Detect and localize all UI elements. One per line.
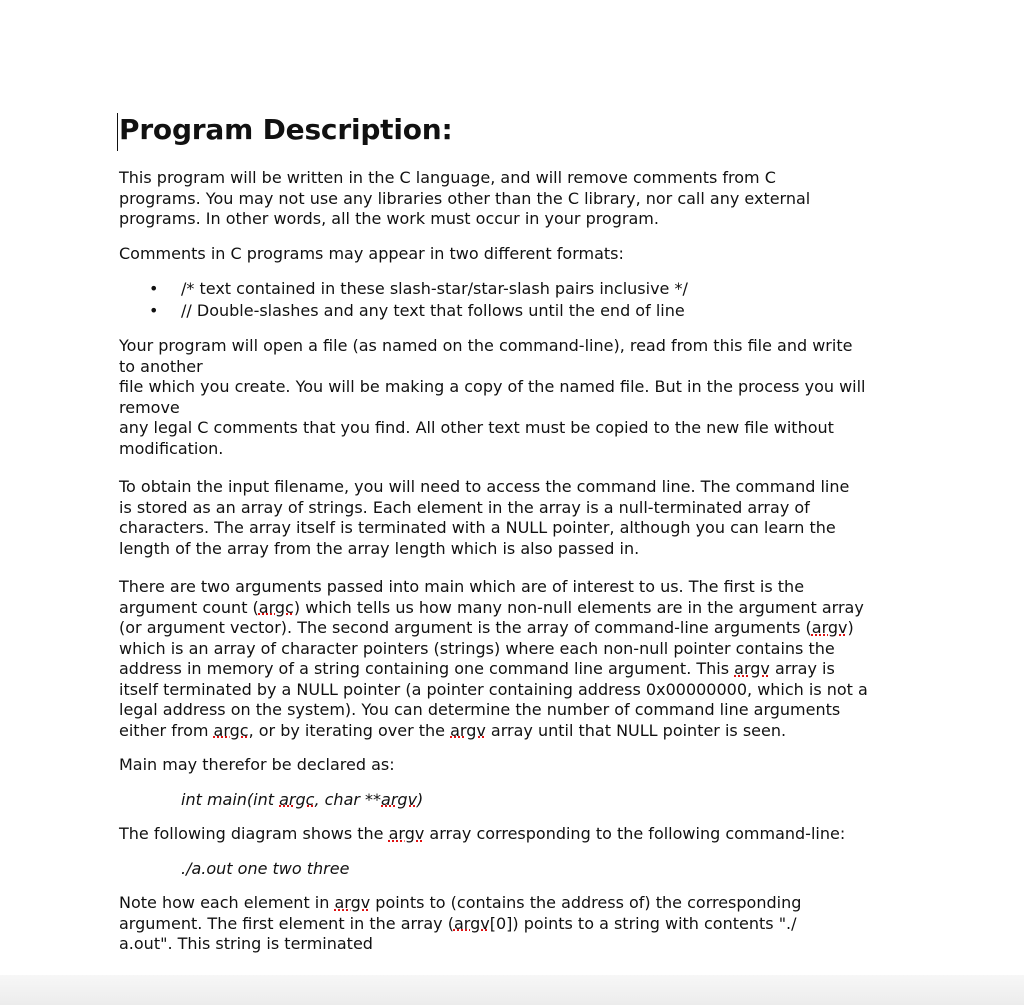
list-item: [119, 300, 919, 322]
text-line: programs. In other words, all the work must occur in your program.: [119, 209, 659, 228]
spellcheck-word[interactable]: argv: [388, 824, 425, 843]
text-line: characters. The array itself is terminated with a NULL pointer, although you can learn the: [119, 518, 836, 537]
list-item-text: /* text contained in these slash-star/star-slash pairs inclusive */: [181, 279, 688, 298]
spellcheck-word[interactable]: argc: [279, 789, 315, 809]
text-span: ) which tells us how many non-null elements are in the argument array: [293, 597, 864, 617]
text-line: legal address on the system). You can determine the number of command line arguments: [119, 700, 841, 719]
text-line: itself terminated by a NULL pointer (a pointer containing address 0x00000000, which is not a: [119, 679, 868, 699]
text-line: is stored as an array of strings. Each element in the array is a null-terminated array of: [119, 497, 810, 517]
text-cursor: [117, 113, 118, 151]
bullet-icon: •: [149, 279, 159, 298]
text-span: [0]) points to a string with contents "./: [489, 913, 797, 933]
command-line-example: ./a.out one two three: [181, 858, 350, 878]
text-line: [119, 893, 919, 914]
spellcheck-word[interactable]: argv: [811, 618, 848, 637]
spellcheck-word[interactable]: argv: [381, 789, 418, 809]
spellcheck-word[interactable]: argv: [334, 893, 371, 912]
spellcheck-word[interactable]: argv: [453, 913, 490, 933]
formats-paragraph: Comments in C programs may appear in two different formats:: [119, 243, 624, 263]
text-span: (or argument vector). The second argument is the array of command-line arguments (: [119, 618, 812, 637]
document-page: [119, 110, 919, 955]
text-span: , char **: [314, 789, 382, 809]
text-line: This program will be written in the C language, and will remove comments from C: [119, 168, 776, 187]
page-title: Program Description:: [119, 113, 453, 146]
text-line: a.out". This string is terminated: [119, 934, 373, 953]
list-item: [119, 278, 919, 300]
text-span: Note how each element in: [119, 893, 335, 912]
command-line-paragraph: [119, 477, 919, 559]
text-line: remove: [119, 397, 180, 417]
spellcheck-word[interactable]: argv: [450, 720, 486, 740]
text-line: modification.: [119, 438, 224, 458]
text-line: [119, 914, 919, 935]
text-span: ): [417, 789, 424, 809]
text-span: array corresponding to the following command-line:: [424, 824, 846, 843]
text-span: int main(int: [181, 789, 280, 809]
text-line: [119, 659, 919, 680]
window-bottom-bar: [0, 975, 1024, 1005]
text-line: any legal C comments that you find. All other text must be copied to the new file without: [119, 418, 834, 437]
text-span: array is: [769, 659, 835, 678]
file-copy-paragraph: [119, 336, 919, 459]
text-line: [119, 598, 919, 619]
text-span: address in memory of a string containing one command line argument. This: [119, 659, 735, 678]
intro-paragraph: [119, 168, 919, 230]
text-line: [119, 721, 919, 742]
text-line: To obtain the input filename, you will need to access the command line. The command line: [119, 477, 850, 496]
text-line: [119, 618, 919, 639]
text-span: ): [847, 618, 854, 637]
text-line: programs. You may not use any libraries other than the C library, nor call any external: [119, 188, 811, 208]
text-span: argument. The first element in the array (: [119, 913, 454, 933]
text-line: There are two arguments passed into main which are of interest to us. The first is the: [119, 577, 805, 596]
text-span: either from: [119, 720, 214, 740]
text-line: to another: [119, 356, 203, 376]
text-line: which is an array of character pointers (strings) where each non-null pointer contains the: [119, 638, 835, 658]
bullet-icon: •: [149, 301, 159, 320]
text-span: points to (contains the address of) the corresponding: [370, 893, 802, 912]
comment-formats-list: [119, 278, 919, 322]
text-span: The following diagram shows the: [119, 824, 389, 843]
spellcheck-word[interactable]: argc: [213, 720, 249, 740]
spellcheck-word[interactable]: argv: [734, 659, 770, 678]
main-signature-code: [119, 790, 919, 811]
main-declaration-intro: Main may therefor be declared as:: [119, 755, 395, 774]
text-span: array until that NULL pointer is seen.: [485, 720, 787, 740]
text-line: Your program will open a file (as named on the command-line), read from this file and write: [119, 336, 853, 355]
arguments-paragraph: [119, 577, 919, 741]
text-line: file which you create. You will be making a copy of the named file. But in the process you will: [119, 377, 866, 396]
text-line: length of the array from the array length which is also passed in.: [119, 538, 640, 558]
argv-note-paragraph: [119, 893, 919, 955]
spellcheck-word[interactable]: argc: [258, 597, 294, 617]
text-span: argument count (: [119, 597, 259, 617]
diagram-intro-paragraph: [119, 824, 919, 845]
list-item-text: // Double-slashes and any text that follows until the end of line: [181, 301, 685, 320]
text-span: , or by iterating over the: [248, 720, 451, 740]
